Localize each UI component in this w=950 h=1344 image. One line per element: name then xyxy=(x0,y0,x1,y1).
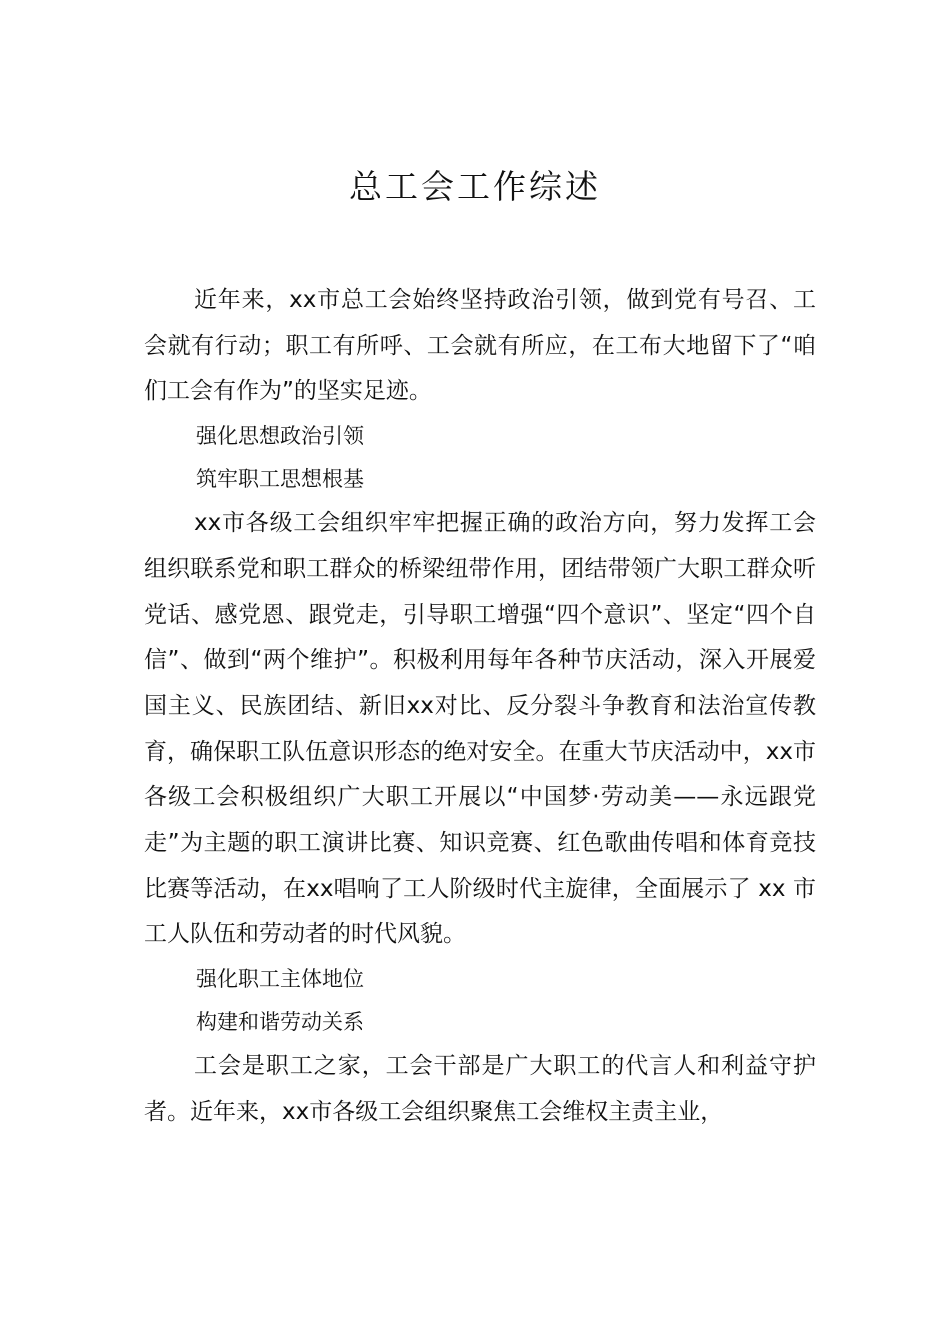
document-body xyxy=(144,278,816,1136)
paragraph-intro: 近年来，xx市总工会始终坚持政治引领，做到党有号召、工会就有行动；职工有所呼、工会就有所应，在工布大地留下了“咱们工会有作为”的坚实足迹。 xyxy=(144,287,816,405)
paragraph-section-2: 工会是职工之家，工会干部是广大职工的代言人和利益守护者。近年来，xx市各级工会组织聚焦工会维权主责主业， xyxy=(144,1053,816,1125)
section-heading-1a: 强化思想政治引领 xyxy=(196,424,364,449)
section-heading-2b: 构建和谐劳动关系 xyxy=(196,1010,364,1035)
document-title: 总工会工作综述 xyxy=(349,167,601,206)
section-heading-1b: 筑牢职工思想根基 xyxy=(196,467,364,492)
section-heading-2a: 强化职工主体地位 xyxy=(196,967,364,992)
paragraph-section-1: xx市各级工会组织牢牢把握正确的政治方向，努力发挥工会组织联系党和职工群众的桥梁纽带作用，团结带领广大职工群众听党话、感党恩、跟党走，引导职工增强“四个意识”、坚定“四个自信”、做到“两个维护”。积极利用每年各种节庆活动，深入开展爱国主义、民族团结、新旧xx对比、反分裂斗争教育和法治宣传教育，确保职工队伍意识形态的绝对安全。在重大节庆活动中，xx市各级工会积极组织广大职工开展以“中国梦·劳动美——永远跟党走”为主题的职工演讲比赛、知识竞赛、红色歌曲传唱和体育竞技比赛等活动，在xx唱响了工人阶级时代主旋律，全面展示了 xx 市工人队伍和劳动者的时代风貌。 xyxy=(144,510,816,948)
